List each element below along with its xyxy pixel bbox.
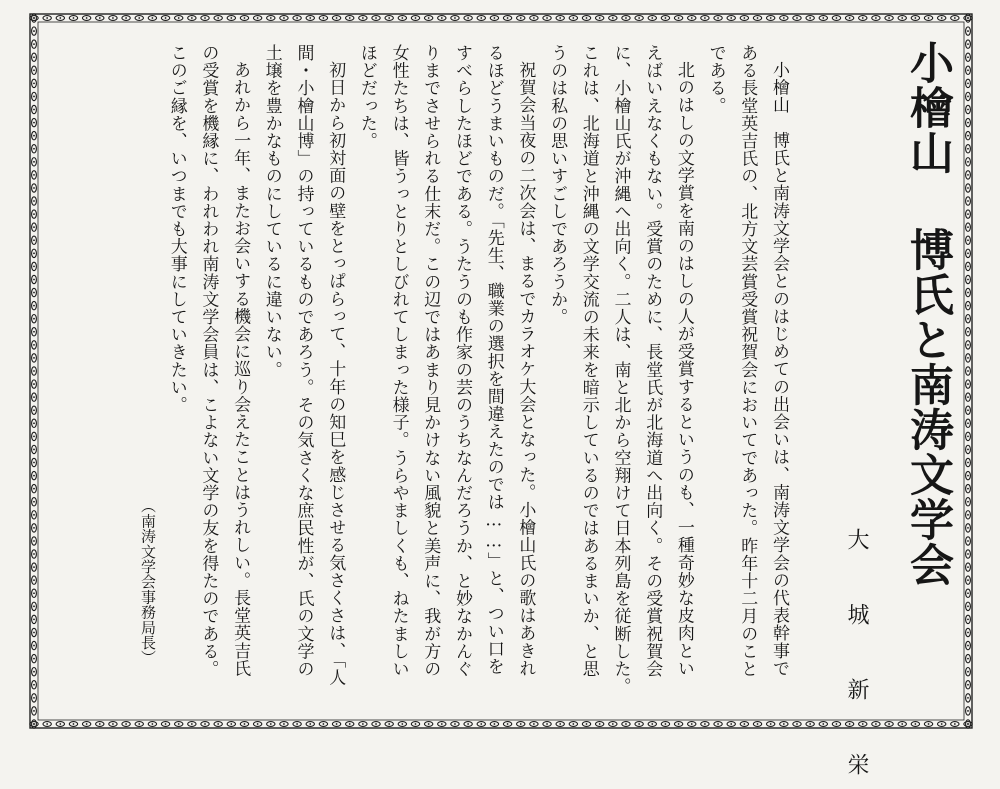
- border-ornament-dot: [33, 318, 35, 320]
- border-ornament-dot: [967, 331, 969, 333]
- text-line: 女性たちは、皆うっとりとしびれてしまった様子。うらやましくも、ねたましい: [388, 44, 409, 678]
- text-line: ほどだった。: [356, 44, 377, 150]
- text-line: 祝賀会当夜の二次会は、まるでカラオケ大会となった。小檜山氏の歌はあきれ: [515, 61, 536, 677]
- border-ornament-dot: [33, 344, 35, 346]
- border-ornament-dot: [480, 17, 482, 19]
- border-ornament-dot: [967, 422, 969, 424]
- text-line: あれから一年、またお会いする機会に巡り会えたことはうれしい。長堂英吉氏: [230, 61, 251, 677]
- border-ornament-dot: [967, 135, 969, 137]
- border-ornament-dot: [33, 645, 35, 647]
- border-ornament-dot: [33, 579, 35, 581]
- text-line: 初日から初対面の壁をとっぱらって、十年の知巳を感じさせる気さくさは、「人: [325, 61, 346, 687]
- border-ornament-dot: [967, 658, 969, 660]
- border-ornament-dot: [967, 488, 969, 490]
- border-ornament-dot: [651, 723, 653, 725]
- border-ornament-dot: [625, 723, 627, 725]
- border-ornament-dot: [33, 540, 35, 542]
- border-ornament-dot: [428, 17, 430, 19]
- border-ornament-dot: [520, 723, 522, 725]
- border-ornament-dot: [770, 17, 772, 19]
- border-ornament-dot: [375, 723, 377, 725]
- border-ornament-dot: [33, 252, 35, 254]
- border-ornament-dot: [204, 17, 206, 19]
- border-ornament-dot: [33, 671, 35, 673]
- border-ornament-dot: [33, 396, 35, 398]
- border-ornament-dot: [717, 723, 719, 725]
- border-ornament-dot: [743, 723, 745, 725]
- border-ornament-dot: [928, 17, 930, 19]
- border-ornament-dot: [112, 17, 114, 19]
- border-ornament-dot: [941, 723, 943, 725]
- border-ornament-dot: [967, 43, 969, 45]
- border-ornament-dot: [836, 723, 838, 725]
- border-ornament-dot: [967, 292, 969, 294]
- text-line: うのは私の思いすごしであろうか。: [547, 44, 568, 326]
- border-ornament-dot: [151, 723, 153, 725]
- border-ornament-dot: [967, 305, 969, 307]
- border-ornament-dot: [33, 501, 35, 503]
- border-ornament-dot: [204, 723, 206, 725]
- border-ornament-dot: [441, 17, 443, 19]
- border-ornament-dot: [33, 135, 35, 137]
- border-ornament-dot: [809, 17, 811, 19]
- text-line: 小檜山 博氏と南涛文学会とのはじめての出会いは、南涛文学会の代表幹事で: [769, 61, 789, 677]
- border-ornament-dot: [33, 213, 35, 215]
- border-ornament-dot: [33, 266, 35, 268]
- border-ornament-dot: [822, 17, 824, 19]
- border-ornament-dot: [822, 723, 824, 725]
- border-ornament-dot: [33, 527, 35, 529]
- border-ornament-dot: [967, 187, 969, 189]
- border-ornament-dot: [967, 435, 969, 437]
- border-ornament-dot: [967, 697, 969, 699]
- border-ornament-dot: [888, 723, 890, 725]
- border-ornament-dot: [757, 17, 759, 19]
- border-ornament-dot: [967, 409, 969, 411]
- border-ornament-dot: [86, 723, 88, 725]
- border-ornament-dot: [796, 723, 798, 725]
- border-ornament-dot: [33, 96, 35, 98]
- border-ornament-dot: [743, 17, 745, 19]
- border-ornament-dot: [967, 174, 969, 176]
- article-title: 小檜山 博氏と南涛文学会: [902, 40, 953, 587]
- border-ornament-dot: [849, 17, 851, 19]
- border-ornament-dot: [967, 684, 969, 686]
- border-ornament-dot: [33, 632, 35, 634]
- border-ornament-dot: [257, 17, 259, 19]
- border-ornament-dot: [625, 17, 627, 19]
- border-ornament-dot: [967, 318, 969, 320]
- border-ornament-dot: [967, 514, 969, 516]
- border-ornament-dot: [651, 17, 653, 19]
- border-ornament-dot: [967, 566, 969, 568]
- border-ornament-dot: [33, 56, 35, 58]
- border-ornament-dot: [730, 723, 732, 725]
- border-ornament-dot: [33, 161, 35, 163]
- border-ornament-dot: [796, 17, 798, 19]
- border-ornament-dot: [33, 357, 35, 359]
- border-ornament-dot: [533, 723, 535, 725]
- border-ornament-dot: [33, 422, 35, 424]
- border-ornament-dot: [296, 723, 298, 725]
- text-line: このご縁を、いつまでも大事にしていきたい。: [166, 44, 187, 414]
- border-ornament-dot: [33, 697, 35, 699]
- border-ornament-dot: [33, 187, 35, 189]
- border-ornament-dot: [415, 723, 417, 725]
- border-ornament-dot: [33, 239, 35, 241]
- border-ornament-dot: [33, 279, 35, 281]
- border-ornament-dot: [967, 592, 969, 594]
- border-ornament-dot: [33, 383, 35, 385]
- border-ornament-dot: [323, 723, 325, 725]
- border-ornament-dot: [967, 17, 969, 19]
- border-ornament-dot: [967, 462, 969, 464]
- border-ornament-dot: [954, 17, 956, 19]
- border-ornament-dot: [230, 723, 232, 725]
- border-ornament-dot: [678, 723, 680, 725]
- border-ornament-dot: [967, 122, 969, 124]
- text-line: これは、北海道と沖縄の文学交流の未来を暗示しているのではあるまいか、と思: [578, 44, 599, 678]
- border-ornament-dot: [165, 723, 167, 725]
- border-ornament-dot: [454, 723, 456, 725]
- border-ornament-dot: [296, 17, 298, 19]
- author-affiliation: （南涛文学会事務局長）: [139, 498, 157, 666]
- border-ornament-dot: [967, 279, 969, 281]
- border-ornament-dot: [33, 592, 35, 594]
- border-ornament-dot: [901, 17, 903, 19]
- border-ornament-dot: [586, 723, 588, 725]
- border-ornament-dot: [191, 723, 193, 725]
- border-ornament-dot: [309, 17, 311, 19]
- border-ornament-dot: [33, 292, 35, 294]
- border-ornament-dot: [967, 200, 969, 202]
- border-ornament-dot: [467, 17, 469, 19]
- border-ornament-dot: [467, 723, 469, 725]
- border-ornament-dot: [270, 723, 272, 725]
- border-ornament-dot: [59, 17, 61, 19]
- border-ornament-dot: [33, 331, 35, 333]
- border-ornament-dot: [33, 82, 35, 84]
- border-ornament-dot: [546, 723, 548, 725]
- border-ornament-dot: [59, 723, 61, 725]
- border-ornament-dot: [599, 723, 601, 725]
- border-ornament-dot: [99, 723, 101, 725]
- border-ornament-dot: [967, 540, 969, 542]
- border-ornament-dot: [33, 17, 35, 19]
- border-ornament-dot: [33, 122, 35, 124]
- border-ornament-dot: [967, 56, 969, 58]
- border-ornament-dot: [309, 723, 311, 725]
- border-ornament-dot: [283, 17, 285, 19]
- border-ornament-dot: [507, 17, 509, 19]
- author-name: 大 城 新 栄: [844, 528, 869, 789]
- border-ornament-dot: [244, 723, 246, 725]
- border-ornament-dot: [480, 723, 482, 725]
- border-ornament-dot: [967, 475, 969, 477]
- border-ornament-dot: [178, 17, 180, 19]
- border-ornament-dot: [572, 17, 574, 19]
- border-ornament-dot: [967, 396, 969, 398]
- border-ornament-dot: [33, 370, 35, 372]
- border-ornament-dot: [546, 17, 548, 19]
- border-ornament-dot: [770, 723, 772, 725]
- border-ornament-dot: [967, 723, 969, 725]
- border-ornament-dot: [520, 17, 522, 19]
- border-ornament-dot: [704, 723, 706, 725]
- border-ornament-dot: [730, 17, 732, 19]
- border-ornament-dot: [507, 723, 509, 725]
- border-ornament-dot: [967, 383, 969, 385]
- border-ornament-dot: [33, 462, 35, 464]
- border-ornament-dot: [954, 723, 956, 725]
- border-ornament-dot: [283, 723, 285, 725]
- border-ornament-dot: [165, 17, 167, 19]
- border-ornament-dot: [494, 17, 496, 19]
- text-line: である。: [705, 44, 726, 115]
- border-ornament-dot: [967, 213, 969, 215]
- border-ornament-dot: [73, 723, 75, 725]
- border-ornament-dot: [33, 566, 35, 568]
- border-ornament-dot: [494, 723, 496, 725]
- border-ornament-dot: [33, 200, 35, 202]
- border-ornament-dot: [362, 17, 364, 19]
- text-line: るほどうまいものだ。「先生、職業の選択を間違えたのでは……」と、つい口を: [483, 44, 504, 676]
- border-ornament-dot: [704, 17, 706, 19]
- border-ornament-dot: [967, 579, 969, 581]
- border-ornament-dot: [967, 645, 969, 647]
- border-ornament-dot: [967, 148, 969, 150]
- border-ornament-dot: [151, 17, 153, 19]
- border-ornament-dot: [375, 17, 377, 19]
- border-ornament-dot: [441, 723, 443, 725]
- border-ornament-dot: [99, 17, 101, 19]
- border-ornament-dot: [967, 30, 969, 32]
- border-ornament-dot: [125, 17, 127, 19]
- border-ornament-dot: [967, 553, 969, 555]
- border-ornament-dot: [941, 17, 943, 19]
- border-ornament-dot: [33, 148, 35, 150]
- border-ornament-dot: [967, 632, 969, 634]
- border-ornament-dot: [323, 17, 325, 19]
- border-ornament-dot: [33, 30, 35, 32]
- border-ornament-dot: [836, 17, 838, 19]
- border-ornament-dot: [875, 17, 877, 19]
- border-ornament-dot: [217, 723, 219, 725]
- border-ornament-dot: [349, 723, 351, 725]
- border-ornament-dot: [270, 17, 272, 19]
- border-ornament-dot: [888, 17, 890, 19]
- border-ornament-dot: [914, 723, 916, 725]
- border-ornament-dot: [86, 17, 88, 19]
- border-ornament-dot: [112, 723, 114, 725]
- border-ornament-dot: [454, 17, 456, 19]
- border-ornament-dot: [33, 409, 35, 411]
- border-ornament-dot: [757, 723, 759, 725]
- border-ornament-dot: [717, 17, 719, 19]
- border-ornament-dot: [559, 17, 561, 19]
- border-ornament-dot: [33, 69, 35, 71]
- border-ornament-dot: [862, 17, 864, 19]
- border-ornament-dot: [33, 488, 35, 490]
- border-ornament-dot: [401, 17, 403, 19]
- border-ornament-dot: [572, 723, 574, 725]
- border-ornament-dot: [967, 226, 969, 228]
- border-ornament-dot: [33, 658, 35, 660]
- border-ornament-dot: [33, 619, 35, 621]
- border-ornament-dot: [244, 17, 246, 19]
- text-line: えばいえなくもない。受賞のために、長堂氏が北海道へ出向く。その受賞祝賀会: [642, 44, 663, 678]
- border-ornament-dot: [612, 17, 614, 19]
- border-ornament-dot: [349, 17, 351, 19]
- border-ornament-dot: [217, 17, 219, 19]
- border-ornament-dot: [336, 723, 338, 725]
- border-ornament-dot: [875, 723, 877, 725]
- border-ornament-dot: [559, 723, 561, 725]
- border-ornament-dot: [33, 435, 35, 437]
- border-ornament-dot: [914, 17, 916, 19]
- border-ornament-dot: [191, 17, 193, 19]
- border-ornament-dot: [257, 723, 259, 725]
- border-ornament-dot: [33, 723, 35, 725]
- border-ornament-dot: [638, 723, 640, 725]
- text-line: りまでさせられる仕末だ。この辺ではあまり見かけない風貌と美声に、我が方の: [420, 44, 441, 678]
- border-ornament-dot: [967, 69, 969, 71]
- border-ornament-dot: [678, 17, 680, 19]
- border-ornament-dot: [967, 527, 969, 529]
- border-ornament-dot: [783, 17, 785, 19]
- text-line: すべらしたほどである。うたうのも作家の芸のうちなんだろうか、と妙なかんぐ: [452, 44, 472, 678]
- text-line: 間・小檜山博」の持っているものであろう。その気さくな庶民性が、氏の文学の: [293, 44, 314, 678]
- border-ornament-dot: [783, 723, 785, 725]
- border-ornament-dot: [967, 501, 969, 503]
- border-ornament-dot: [388, 17, 390, 19]
- text-line: に、小檜山氏が沖縄へ出向く。二人は、南と北から空翔けて日本列島を従断した。: [610, 44, 631, 696]
- border-ornament-dot: [46, 17, 48, 19]
- border-ornament-dot: [967, 370, 969, 372]
- border-ornament-dot: [73, 17, 75, 19]
- border-ornament-dot: [928, 723, 930, 725]
- border-ornament-dot: [967, 239, 969, 241]
- border-ornament-dot: [138, 723, 140, 725]
- border-ornament-dot: [33, 553, 35, 555]
- border-ornament-dot: [33, 475, 35, 477]
- border-ornament-dot: [533, 17, 535, 19]
- border-ornament-dot: [230, 17, 232, 19]
- border-ornament-dot: [33, 109, 35, 111]
- border-ornament-dot: [967, 252, 969, 254]
- border-ornament-dot: [665, 723, 667, 725]
- border-ornament-dot: [967, 161, 969, 163]
- border-ornament-dot: [599, 17, 601, 19]
- border-ornament-dot: [178, 723, 180, 725]
- border-ornament-dot: [428, 723, 430, 725]
- border-ornament-dot: [967, 449, 969, 451]
- border-ornament-dot: [809, 723, 811, 725]
- border-ornament-dot: [901, 723, 903, 725]
- border-ornament-dot: [401, 723, 403, 725]
- border-ornament-dot: [967, 266, 969, 268]
- border-ornament-dot: [33, 43, 35, 45]
- border-ornament-dot: [388, 723, 390, 725]
- border-ornament-dot: [967, 619, 969, 621]
- border-ornament-dot: [665, 17, 667, 19]
- border-ornament-dot: [691, 17, 693, 19]
- border-ornament-dot: [967, 82, 969, 84]
- border-ornament-dot: [967, 671, 969, 673]
- border-ornament-dot: [125, 723, 127, 725]
- border-ornament-dot: [638, 17, 640, 19]
- border-ornament-dot: [967, 605, 969, 607]
- border-ornament-dot: [138, 17, 140, 19]
- border-ornament-dot: [33, 684, 35, 686]
- border-ornament-dot: [46, 723, 48, 725]
- text-line: 土壌を豊かなものにしているに違いない。: [261, 44, 282, 379]
- border-ornament-dot: [967, 344, 969, 346]
- border-ornament-dot: [612, 723, 614, 725]
- border-ornament-dot: [33, 605, 35, 607]
- border-ornament-dot: [33, 514, 35, 516]
- border-ornament-dot: [33, 449, 35, 451]
- border-ornament-dot: [33, 305, 35, 307]
- text-line: 北のはしの文学賞を南のはしの人が受賞するというのも、一種奇妙な皮肉とい: [673, 61, 694, 677]
- border-ornament-dot: [967, 96, 969, 98]
- border-ornament-dot: [967, 357, 969, 359]
- border-ornament-dot: [362, 723, 364, 725]
- border-ornament-dot: [415, 17, 417, 19]
- border-ornament-dot: [33, 226, 35, 228]
- border-ornament-dot: [33, 710, 35, 712]
- text-line: の受賞を機縁に、われわれ南涛文学会員は、こよない文学の友を得たのである。: [198, 44, 219, 678]
- text-line: ある長堂英吉氏の、北方文芸賞受賞祝賀会においてであった。昨年十二月のこと: [737, 44, 758, 678]
- border-ornament-dot: [967, 109, 969, 111]
- border-ornament-dot: [967, 710, 969, 712]
- border-ornament-dot: [336, 17, 338, 19]
- border-ornament-dot: [691, 723, 693, 725]
- border-ornament-dot: [586, 17, 588, 19]
- border-ornament-dot: [33, 174, 35, 176]
